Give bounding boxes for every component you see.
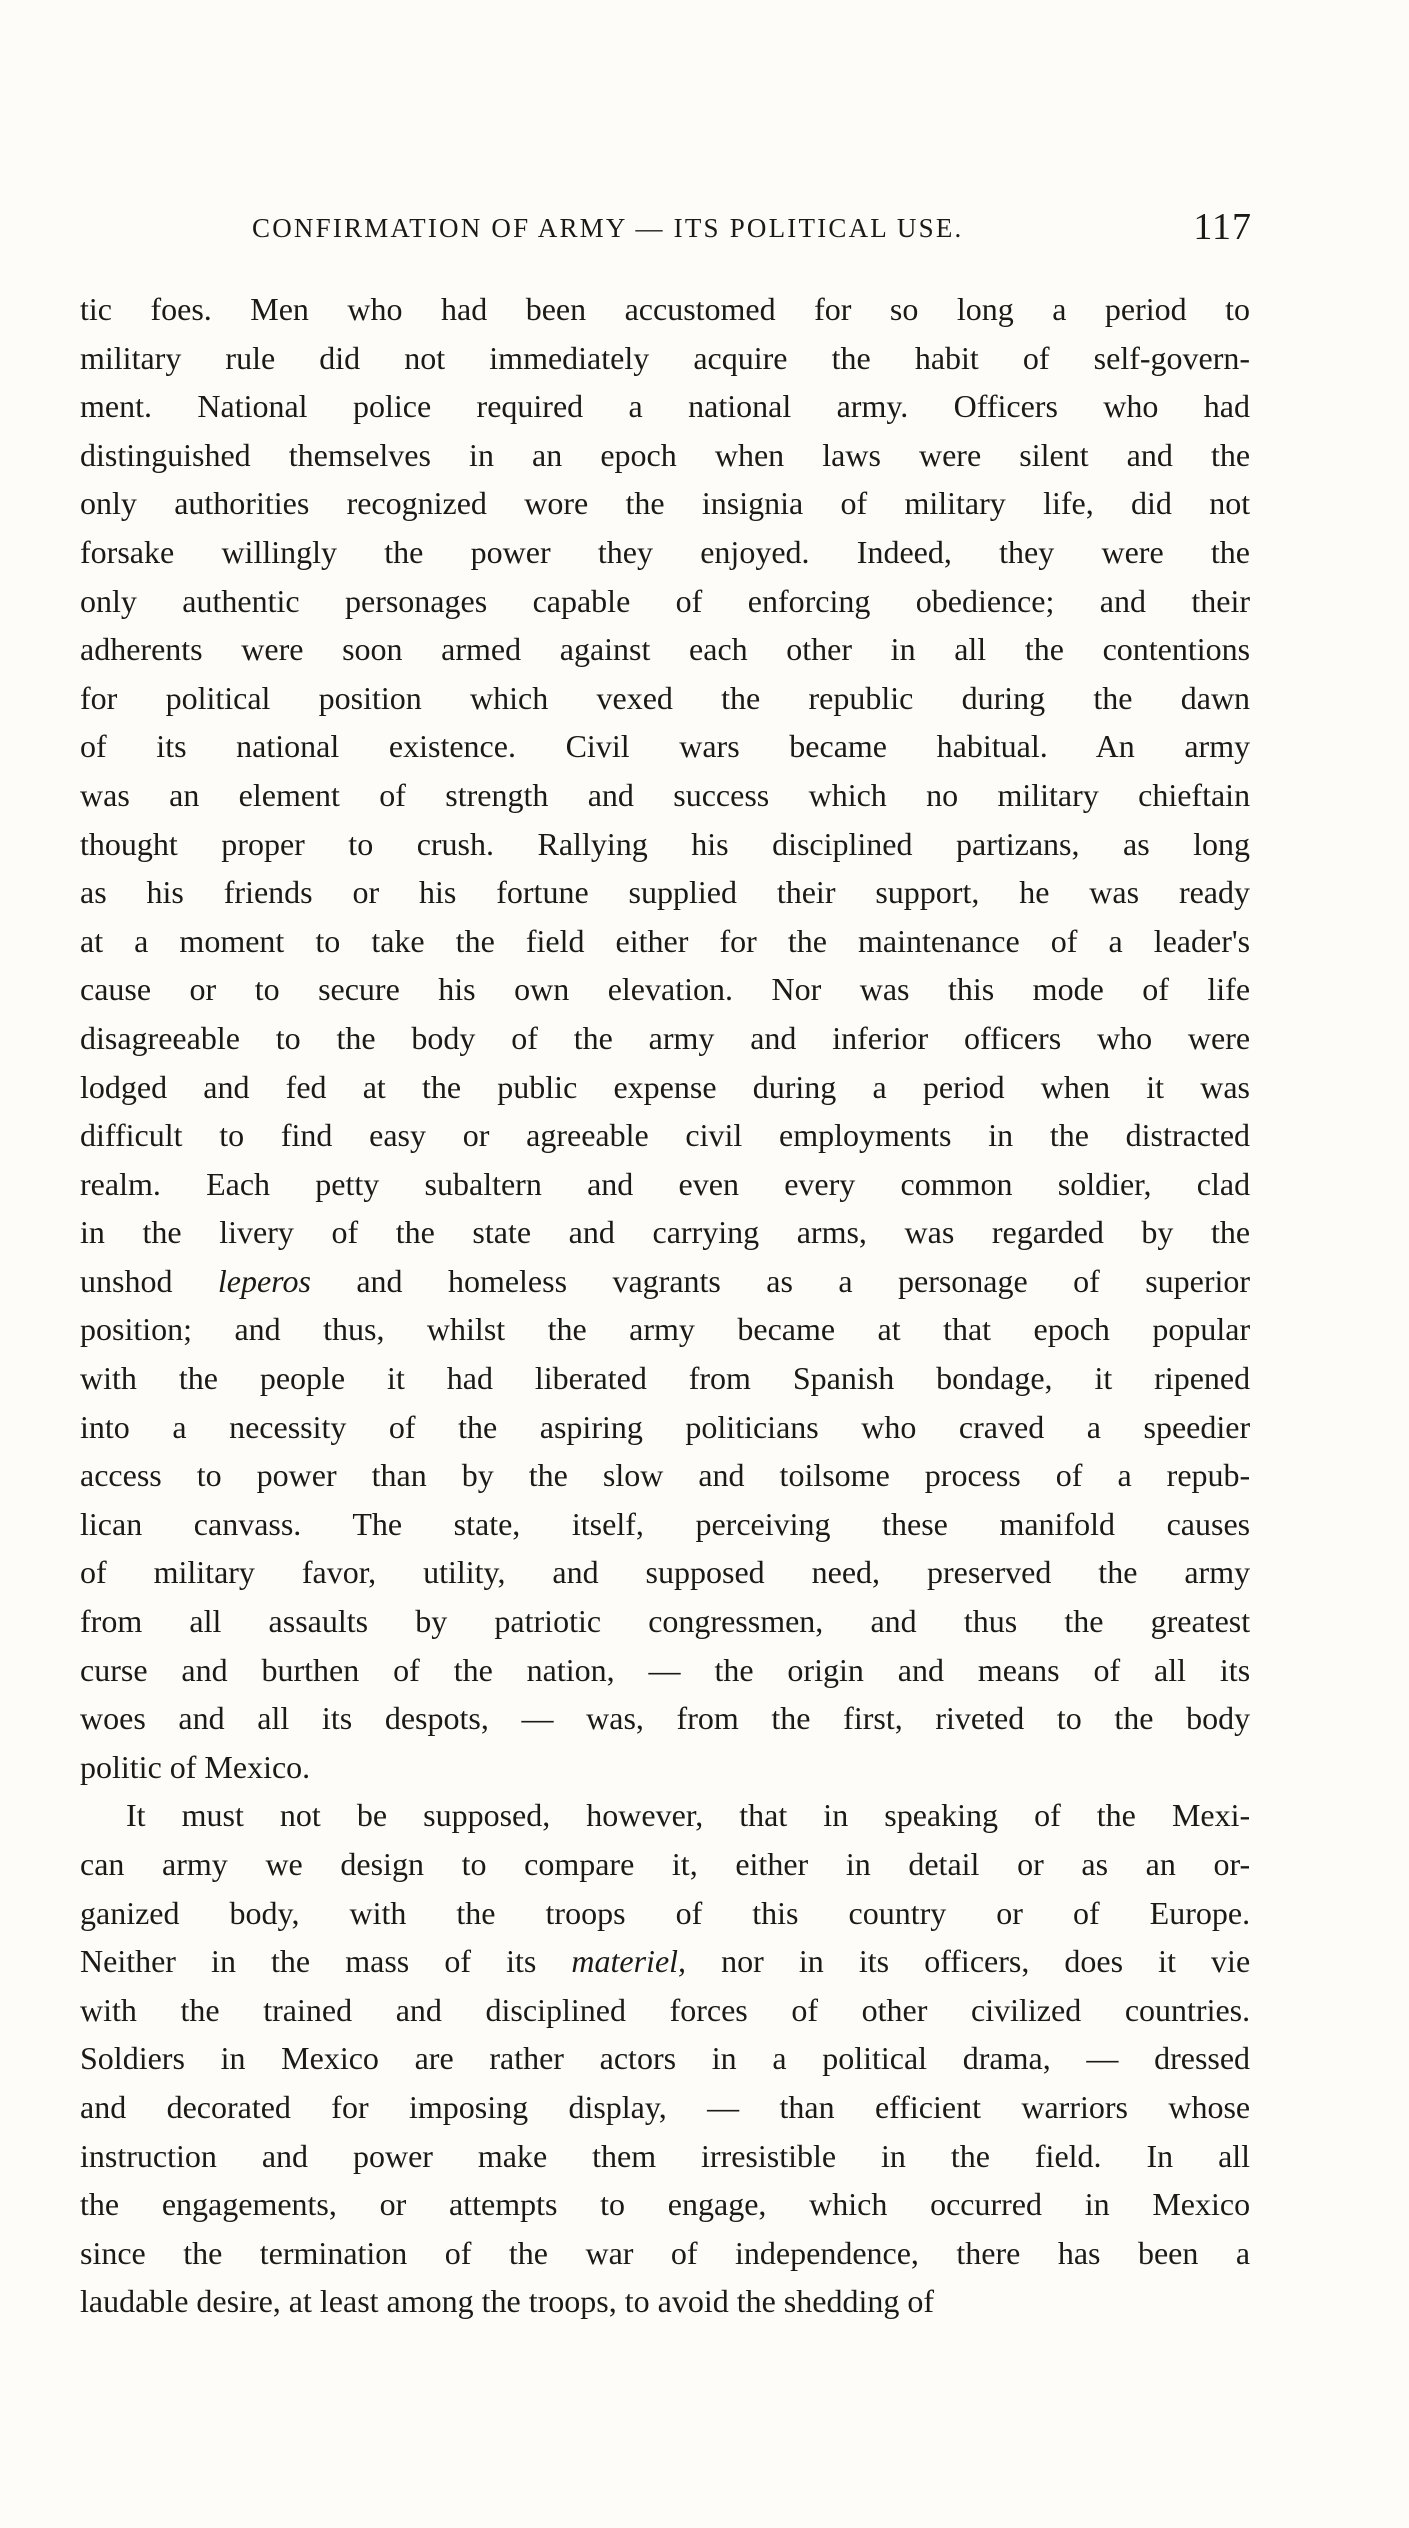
text-line: laudable desire, at least among the troops, to avoid the shedding of <box>80 2283 934 2320</box>
text-line: from all assaults by patriotic congressmen, and thus the greatest <box>80 1603 1251 1640</box>
text-line: into a necessity of the aspiring politicians who craved a speedier <box>80 1408 1251 1445</box>
text-line: as his friends or his fortune supplied their support, he was ready <box>80 874 1250 911</box>
page-number: 117 <box>1193 206 1252 248</box>
running-head: CONFIRMATION OF ARMY — ITS POLITICAL USE. <box>252 213 964 243</box>
text-line: cause or to secure his own elevation. Nor was this mode of life <box>80 971 1251 1008</box>
text-line: woes and all its despots, — was, from the first, riveted to the body <box>80 1700 1251 1737</box>
text-line: distinguished themselves in an epoch when laws were silent and the <box>80 436 1251 473</box>
text-line: of its national existence. Civil wars became habitual. An army <box>80 728 1251 765</box>
text-line: unshod leperos and homeless vagrants as a personage of superior <box>80 1262 1251 1299</box>
text-line: Soldiers in Mexico are rather actors in a political drama, — dressed <box>80 2040 1251 2077</box>
text-line: only authentic personages capable of enforcing obedience; and their <box>80 582 1250 619</box>
text-line: in the livery of the state and carrying arms, was regarded by the <box>80 1214 1251 1251</box>
body-text <box>80 285 1250 2326</box>
text-line: ganized body, with the troops of this country or of Europe. <box>80 1894 1251 1931</box>
text-line: adherents were soon armed against each other in all the contentions <box>80 631 1251 668</box>
text-line: of military favor, utility, and supposed need, preserved the army <box>80 1554 1251 1591</box>
text-line: politic of Mexico. <box>80 1748 311 1785</box>
text-line: disagreeable to the body of the army and inferior officers who were <box>80 1019 1251 1056</box>
text-line: the engagements, or attempts to engage, which occurred in Mexico <box>80 2186 1251 2223</box>
text-line: ment. National police required a national army. Officers who had <box>80 388 1250 425</box>
text-line: with the people it had liberated from Spanish bondage, it ripened <box>80 1360 1251 1397</box>
text-line: can army we design to compare it, either in detail or as an or- <box>80 1846 1251 1882</box>
text-line: Neither in the mass of its materiel, nor in its officers, does it vie <box>80 1943 1251 1980</box>
text-line: It must not be supposed, however, that in speaking of the Mexi- <box>126 1797 1251 1834</box>
text-line: instruction and power make them irresistible in the field. In all <box>80 2137 1251 2174</box>
text-line: with the trained and disciplined forces of other civilized countries. <box>80 1991 1251 2028</box>
text-line: realm. Each petty subaltern and even every common soldier, clad <box>80 1165 1251 1202</box>
text-line: was an element of strength and success which no military chieftain <box>80 776 1251 813</box>
text-line: at a moment to take the field either for the maintenance of a leader's <box>80 922 1251 959</box>
text-line: lodged and fed at the public expense during a period when it was <box>80 1068 1250 1105</box>
text-line: for political position which vexed the republic during the dawn <box>80 679 1251 716</box>
text-line: lican canvass. The state, itself, perceiving these manifold causes <box>80 1505 1251 1542</box>
text-line: only authorities recognized wore the insignia of military life, did not <box>80 485 1251 522</box>
page-header <box>252 205 1252 255</box>
text-line: tic foes. Men who had been accustomed for so long a period to <box>80 291 1251 327</box>
text-line: position; and thus, whilst the army became at that epoch popular <box>80 1311 1251 1348</box>
text-line: thought proper to crush. Rallying his disciplined partizans, as long <box>80 825 1251 862</box>
text-line: access to power than by the slow and toilsome process of a repub- <box>80 1457 1251 1494</box>
text-line: military rule did not immediately acquire the habit of self-govern- <box>80 339 1251 376</box>
text-line: since the termination of the war of independence, there has been a <box>80 2234 1251 2271</box>
text-line: forsake willingly the power they enjoyed. Indeed, they were the <box>80 533 1250 570</box>
text-line: difficult to find easy or agreeable civil employments in the distracted <box>80 1117 1251 1154</box>
text-line: and decorated for imposing display, — than efficient warriors whose <box>80 2088 1251 2125</box>
text-line: curse and burthen of the nation, — the origin and means of all its <box>80 1651 1251 1688</box>
